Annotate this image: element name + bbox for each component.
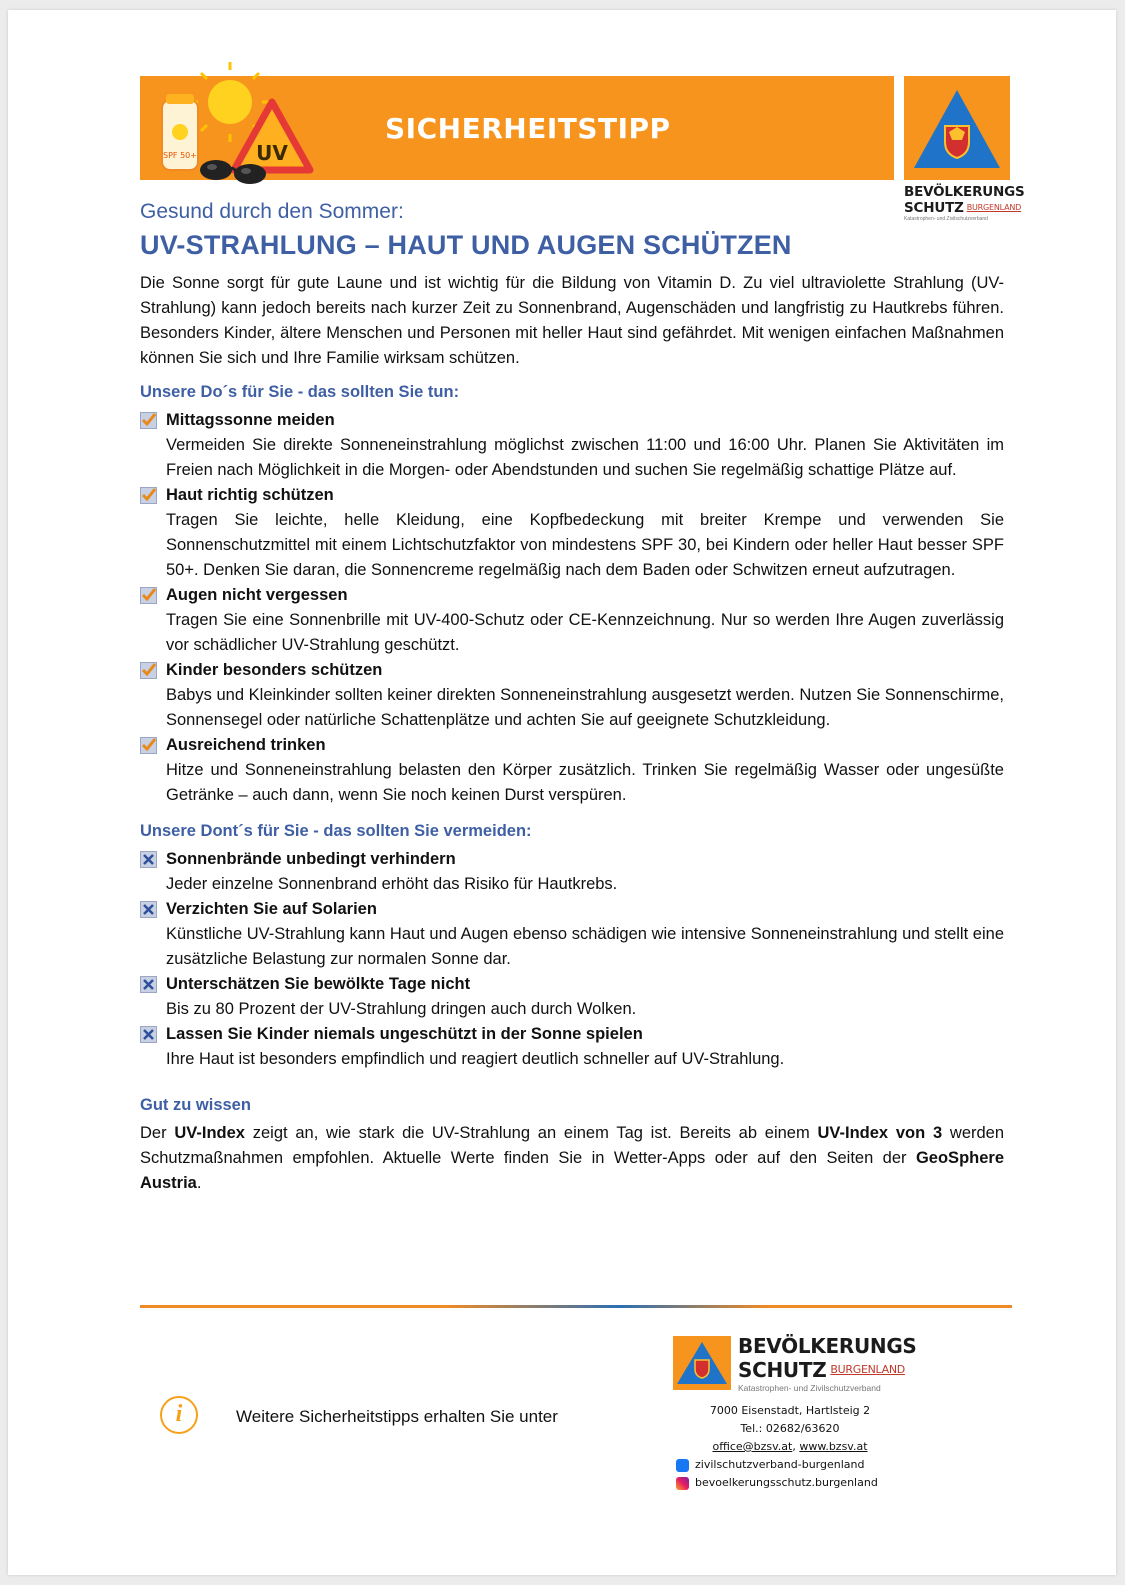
- facebook-row[interactable]: [676, 1456, 878, 1474]
- facebook-icon: [676, 1459, 689, 1472]
- footer-logo-region: BURGENLAND: [830, 1363, 905, 1376]
- cross-icon: [140, 976, 157, 993]
- facebook-handle[interactable]: zivilschutzverband-burgenland: [695, 1458, 865, 1471]
- footer-logo-tagline: Katastrophen- und Zivilschutzverband: [738, 1383, 881, 1393]
- address: 7000 Eisenstadt, Hartlsteig 2: [709, 1404, 871, 1417]
- dont-item: [140, 847, 1004, 897]
- do-item: [140, 733, 1004, 808]
- banner-title: SICHERHEITSTIPP: [385, 112, 671, 145]
- donts-list: [140, 847, 1004, 1072]
- item-text: Tragen Sie eine Sonnenbrille mit UV-400-Schutz oder CE-Kennzeichnung. Nur so werden Ihre Augen zuverlässig vor schädlicher UV-Strahlung geschützt.: [166, 611, 1004, 654]
- cross-icon: [140, 901, 157, 918]
- footer-logo-line2: SCHUTZ: [738, 1358, 827, 1382]
- dont-item: [140, 972, 1004, 1022]
- do-item: [140, 408, 1004, 483]
- item-text: Hitze und Sonneneinstrahlung belasten den Körper zusätzlich. Trinken Sie regelmäßig Wasser oder ungesüßte Getränke – auch dann, wenn Sie noch keinen Durst verspüren.: [166, 761, 1004, 804]
- dont-item: [140, 897, 1004, 972]
- good-to-know-paragraph: [140, 1121, 1004, 1196]
- uv-label: UV: [256, 141, 288, 165]
- footer-divider: [140, 1305, 1012, 1308]
- checkmark-icon: [140, 487, 157, 504]
- main-content: [140, 198, 1004, 1196]
- do-item: [140, 583, 1004, 658]
- intro-paragraph: Die Sonne sorgt für gute Laune und ist wichtig für die Bildung von Vitamin D. Zu viel ultraviolette Strahlung (UV-Strahlung) kann jedoch bereits nach kurzer Zeit zu Sonnenbrand, Augenschäden und langfristig zu Hautkrebs führen. Besonders Kinder, ältere Menschen und Personen mit heller Haut sind gefährdet. Mit wenigen einfachen Maßnahmen können Sie sich und Ihre Familie wirksam schützen.: [140, 274, 1004, 367]
- phone: Tel.: 02682/63620: [740, 1422, 840, 1435]
- header-banner: [140, 76, 894, 180]
- item-text: Jeder einzelne Sonnenbrand erhöht das Risiko für Hautkrebs.: [166, 875, 618, 893]
- logo-region: BURGENLAND: [966, 203, 1022, 212]
- info-icon: [160, 1396, 198, 1434]
- civil-protection-triangle-icon: [904, 76, 1010, 180]
- checkmark-icon: [140, 737, 157, 754]
- item-title: Augen nicht vergessen: [166, 586, 348, 604]
- gtk-text-4: .: [196, 1174, 202, 1192]
- gtk-text-1: Der: [140, 1124, 175, 1142]
- item-text: Tragen Sie leichte, helle Kleidung, eine Kopfbedeckung mit breiter Krempe und verwenden Sie Sonnenschutzmittel mit einem Lichtschutzfaktor von mindestens SPF 30, bei Kindern oder heller Haut besser SPF 50+. Denken Sie daran, die Sonnencreme regelmäßig nach dem Baden oder Schwitzen erneut aufzutragen.: [166, 511, 1004, 579]
- item-title: Kinder besonders schützen: [166, 661, 383, 679]
- do-item: [140, 658, 1004, 733]
- page: [8, 10, 1116, 1575]
- civil-protection-triangle-icon: [673, 1336, 731, 1390]
- email-link[interactable]: office@bzsv.at: [712, 1440, 793, 1453]
- cross-icon: [140, 851, 157, 868]
- item-title: Unterschätzen Sie bewölkte Tage nicht: [166, 975, 471, 993]
- dos-list: [140, 408, 1004, 808]
- logo-line2: SCHUTZ: [904, 200, 964, 216]
- page-title: UV-STRAHLUNG – HAUT UND AUGEN SCHÜTZEN: [140, 230, 792, 260]
- logo-line1: BEVÖLKERUNGS: [904, 184, 1025, 200]
- item-title: Lassen Sie Kinder niemals ungeschützt in der Sonne spielen: [166, 1025, 643, 1043]
- instagram-icon: [676, 1477, 689, 1490]
- item-text: Künstliche UV-Strahlung kann Haut und Augen ebenso schädigen wie intensive Sonneneinstrahlung und stellt eine zusätzliche Belastung zur normalen Sonne dar.: [166, 925, 1004, 968]
- donts-heading: Unsere Dont´s für Sie - das sollten Sie vermeiden:: [140, 822, 532, 840]
- item-title: Sonnenbrände unbedingt verhindern: [166, 850, 456, 868]
- cross-icon: [140, 1026, 157, 1043]
- sunscreen-icon: [162, 94, 198, 170]
- instagram-handle[interactable]: bevoelkerungsschutz.burgenland: [695, 1476, 878, 1489]
- footer-logo: [673, 1334, 917, 1394]
- info-glyph: i: [175, 1401, 183, 1427]
- item-text: Ihre Haut ist besonders empfindlich und reagiert deutlich schneller auf UV-Strahlung.: [166, 1050, 785, 1068]
- do-item: [140, 483, 1004, 583]
- checkmark-icon: [140, 587, 157, 604]
- social-links: [676, 1456, 878, 1492]
- gtk-bold-uv-index-3: UV-Index von 3: [817, 1124, 943, 1142]
- logo-tagline: Katastrophen- und Zivilschutzverband: [904, 216, 988, 222]
- checkmark-icon: [140, 662, 157, 679]
- item-text: Vermeiden Sie direkte Sonneneinstrahlung möglichst zwischen 11:00 und 16:00 Uhr. Planen Sie Aktivitäten im Freien nach Möglichkeit in die Morgen- oder Abendstunden und suchen Sie regelmäßig schattige Plätze auf.: [166, 436, 1004, 479]
- spf-label: SPF 50+: [163, 151, 197, 160]
- gtk-bold-geosphere: GeoSphere Austria: [140, 1149, 1004, 1192]
- subtitle: Gesund durch den Sommer:: [140, 200, 404, 223]
- sun-uv-illustration: [132, 42, 322, 192]
- dos-heading: Unsere Do´s für Sie - das sollten Sie tun:: [140, 383, 460, 401]
- item-title: Haut richtig schützen: [166, 486, 334, 504]
- gtk-bold-uv-index: UV-Index: [174, 1124, 245, 1142]
- footer-logo-line1: BEVÖLKERUNGS: [738, 1334, 917, 1358]
- item-title: Verzichten Sie auf Solarien: [166, 900, 377, 918]
- more-tips-text: Weitere Sicherheitstipps erhalten Sie unter: [236, 1407, 558, 1426]
- item-text: Babys und Kleinkinder sollten keiner direkten Sonneneinstrahlung ausgesetzt werden. Nutzen Sie Sonnenschirme, Sonnensegel oder natürliche Schattenplätze und achten Sie auf geeignete Schutzkleidung.: [166, 686, 1004, 729]
- good-to-know-heading: Gut zu wissen: [140, 1096, 251, 1114]
- website-link[interactable]: www.bzsv.at: [799, 1440, 868, 1453]
- gtk-text-3: werden Schutzmaßnahmen empfohlen. Aktuelle Werte finden Sie in Wetter-Apps oder auf den Seiten der: [140, 1124, 1005, 1167]
- coat-of-arms-logo: [904, 76, 1010, 180]
- item-title: Ausreichend trinken: [166, 736, 326, 754]
- item-title: Mittagssonne meiden: [166, 411, 335, 429]
- footer-logo-square: [673, 1336, 731, 1390]
- dont-item: [140, 1022, 1004, 1072]
- item-text: Bis zu 80 Prozent der UV-Strahlung dringen auch durch Wolken.: [166, 1000, 637, 1018]
- checkmark-icon: [140, 412, 157, 429]
- gtk-text-2: zeigt an, wie stark die UV-Strahlung an einem Tag ist. Bereits ab einem: [244, 1124, 818, 1142]
- contact-block: 7000 Eisenstadt, Hartlsteig 2 Tel.: 02682/63620 office@bzsv.at, www.bzsv.at: [670, 1402, 910, 1456]
- instagram-row[interactable]: [676, 1474, 878, 1492]
